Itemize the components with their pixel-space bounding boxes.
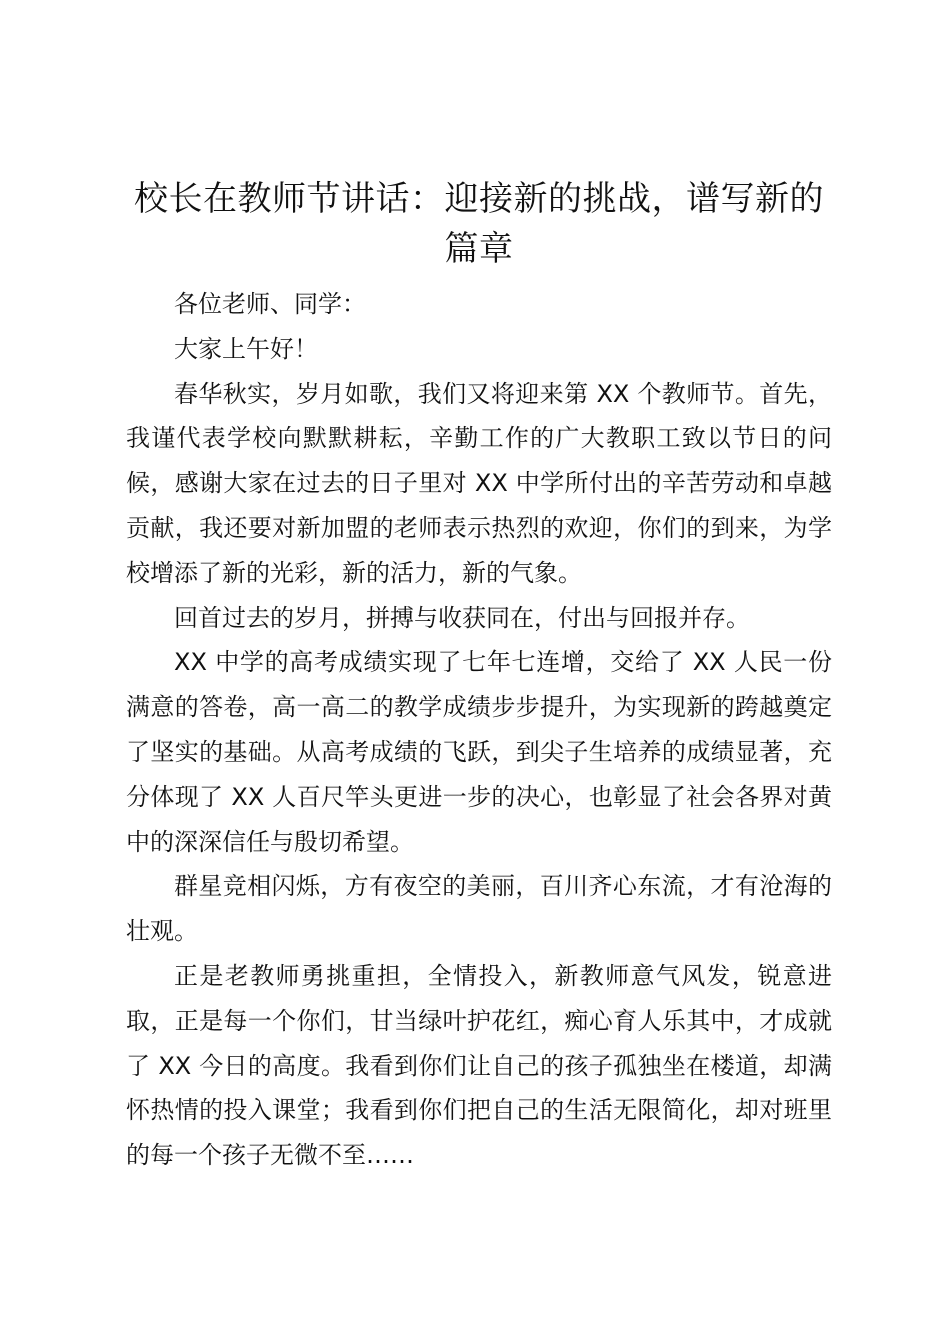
salutation: 各位老师、同学： xyxy=(174,290,366,318)
body-paragraph: 春华秋实，岁月如歌，我们又将迎来第 XX 个教师节。首先，我谨代表学校向默默耕耘，辛勤工作的广大教职工致以节日的问候，感谢大家在过去的日子里对 XX 中学所付出的辛苦劳动和卓越贡献，我还要对新加盟的老师表示热烈的欢迎，你们的到来，为学校增添了新的光彩，新的活力，新的气象。 xyxy=(126,379,832,587)
body-paragraph: 群星竞相闪烁，方有夜空的美丽，百川齐心东流，才有沧海的壮观。 xyxy=(126,872,832,946)
title-line-2: 篇章 xyxy=(444,229,514,269)
body-paragraph: 回首过去的岁月，拼搏与收获同在，付出与回报并存。 xyxy=(174,603,750,632)
body-paragraph: XX 中学的高考成绩实现了七年七连增，交给了 XX 人民一份满意的答卷，高一高二的教学成绩步步提升，为实现新的跨越奠定了坚实的基础。从高考成绩的飞跃，到尖子生培养的成绩显著，充分体现了 XX 人百尺竿头更进一步的决心，也彰显了社会各界对黄中的深深信任与殷切希望。 xyxy=(126,648,832,856)
greeting: 大家上午好！ xyxy=(174,334,318,363)
title-line-1: 校长在教师节讲话：迎接新的挑战，谱写新的 xyxy=(134,179,824,219)
document-body xyxy=(126,282,832,1178)
document-title xyxy=(126,174,832,274)
body-paragraph: 正是老教师勇挑重担，全情投入，新教师意气风发，锐意进取，正是每一个你们，甘当绿叶护花红，痴心育人乐其中，才成就了 XX 今日的高度。我看到你们让自己的孩子孤独坐在楼道，却满怀热情的投入课堂；我看到你们把自己的生活无限简化，却对班里的每一个孩子无微不至…… xyxy=(126,961,832,1170)
